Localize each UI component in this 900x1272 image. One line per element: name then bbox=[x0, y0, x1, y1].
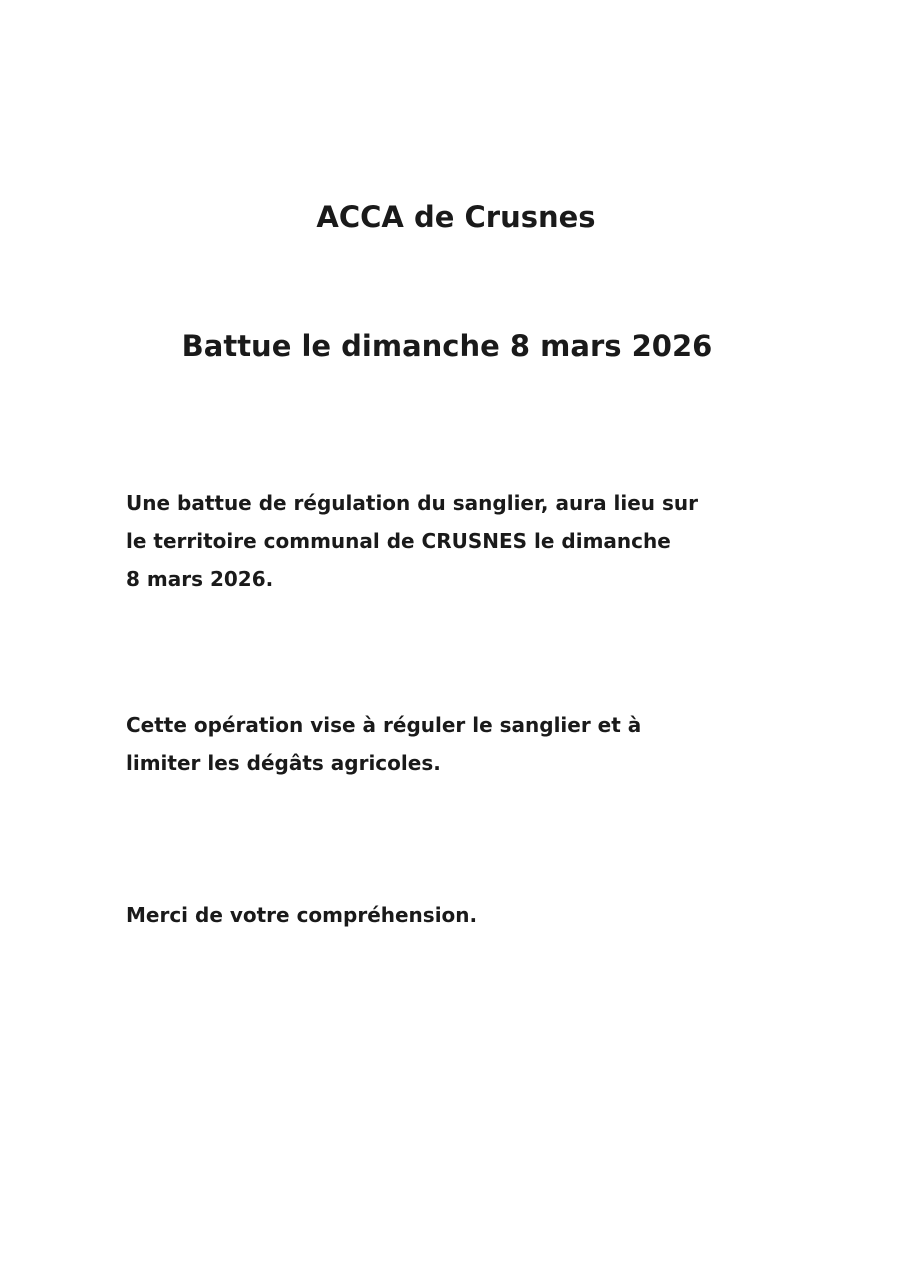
paragraph-line: le territoire communal de CRUSNES le dimanche bbox=[126, 529, 671, 553]
purpose-paragraph bbox=[126, 706, 806, 782]
announcement-paragraph bbox=[126, 484, 806, 598]
closing-line: Merci de votre compréhension. bbox=[126, 903, 478, 927]
closing-paragraph bbox=[126, 896, 806, 934]
paragraph-line: Cette opération vise à réguler le sanglier et à bbox=[126, 713, 642, 737]
organization-title: ACCA de Crusnes bbox=[316, 200, 596, 234]
paragraph-line: limiter les dégâts agricoles. bbox=[126, 751, 441, 775]
paragraph-line: Une battue de régulation du sanglier, aura lieu sur bbox=[126, 491, 699, 515]
paragraph-line: 8 mars 2026. bbox=[126, 567, 274, 591]
event-title: Battue le dimanche 8 mars 2026 bbox=[181, 329, 713, 363]
